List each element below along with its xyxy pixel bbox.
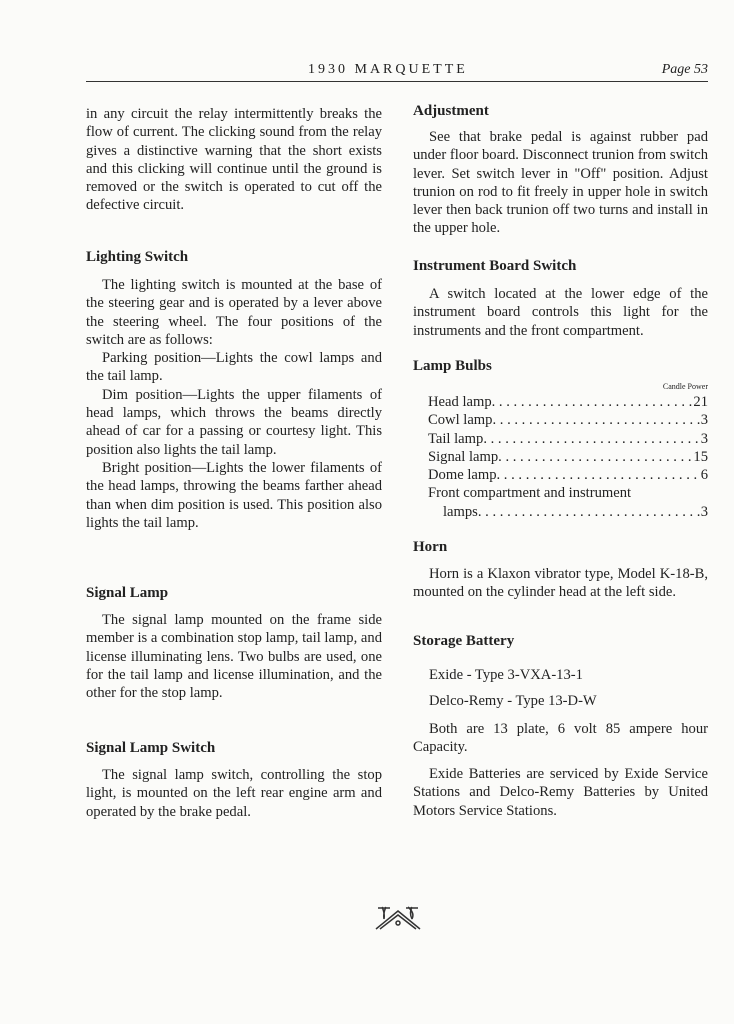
lamp-bulbs-table: [413, 381, 708, 521]
heading-adjustment: Adjustment: [413, 103, 489, 119]
ornament-icon: [372, 903, 424, 931]
heading-lamp-bulbs: Lamp Bulbs: [413, 358, 492, 374]
lighting-switch-text: The lighting switch is mounted at the base of the steering gear and is operated by a lever above the steering wheel. The four positions of the switch are as follows: Parking position—Lights the cowl lamps and the tail lamp. Dim position—Lights the upper filaments of head lamps, which throws the beams directly ahead of car for a passing or courtesy light. This position also lights the tail lamp. Bright position—Lights the lower filaments of the head lamps, throwing the beams farther ahead than when dim position is used. This position also lights the tail lamp.: [86, 277, 382, 531]
signal-lamp-text: The signal lamp mounted on the frame side member is a combination stop lamp, tail lamp, and license illuminating lens. Two bulbs are used, one for the tail lamp and license illumination, and the other for the stop lamp.: [86, 612, 382, 702]
heading-signal-lamp-switch: Signal Lamp Switch: [86, 740, 216, 756]
heading-instrument-board-switch: Instrument Board Switch: [413, 258, 577, 274]
lamp-row: Signal lamp . . . 15: [413, 448, 708, 466]
lamp-row: Dome lamp . . . 6: [413, 466, 708, 484]
heading-signal-lamp: Signal Lamp: [86, 585, 169, 601]
battery-capacity-text: Both are 13 plate, 6 volt 85 ampere hour Capacity.: [413, 721, 708, 756]
running-header-title: 1930 MARQUETTE: [308, 62, 468, 77]
battery-service-text: Exide Batteries are serviced by Exide Service Stations and Delco-Remy Batteries by United Motors Service Stations.: [413, 766, 708, 819]
heading-lighting-switch: Lighting Switch: [86, 249, 189, 265]
candle-power-label: Candle Power: [662, 382, 708, 391]
adjustment-text: See that brake pedal is against rubber pad under floor board. Disconnect trunion from switch lever. Set switch lever in "Off" position. Adjust trunion on rod to fit freely in upper hole in switch lever then back trunion off two turns and install in the upper hole.: [413, 129, 708, 237]
horn-text: Horn is a Klaxon vibrator type, Model K-18-B, mounted on the cylinder head at the left side.: [413, 566, 708, 601]
lamp-row-label: Front compartment and instrument: [428, 485, 632, 502]
lamp-row: Head lamp . . . 21: [413, 393, 708, 411]
heading-storage-battery: Storage Battery: [413, 633, 515, 649]
lamp-row: lamps . . . 3: [413, 503, 708, 521]
heading-horn: Horn: [413, 539, 448, 555]
instrument-board-switch-text: A switch located at the lower edge of the instrument board controls this light for the instruments and the front compartment.: [413, 286, 708, 339]
lamp-row: Cowl lamp . . . 3: [413, 411, 708, 429]
signal-lamp-switch-text: The signal lamp switch, controlling the stop light, is mounted on the left rear engine arm and operated by the brake pedal.: [86, 767, 382, 820]
intro-paragraph: in any circuit the relay intermittently breaks the flow of current. The clicking sound from the relay gives a distinctive warning that the short exists and this clicking will continue until the ground is removed or the switch is operated to cut off the defective circuit.: [86, 106, 382, 214]
lamp-row: Tail lamp . . . 3: [413, 430, 708, 448]
battery-type-delco: Delco-Remy - Type 13-D-W: [429, 693, 597, 709]
header-rule: [86, 81, 708, 82]
battery-type-exide: Exide - Type 3-VXA-13-1: [429, 667, 583, 683]
page-number: Page 53: [661, 62, 708, 77]
